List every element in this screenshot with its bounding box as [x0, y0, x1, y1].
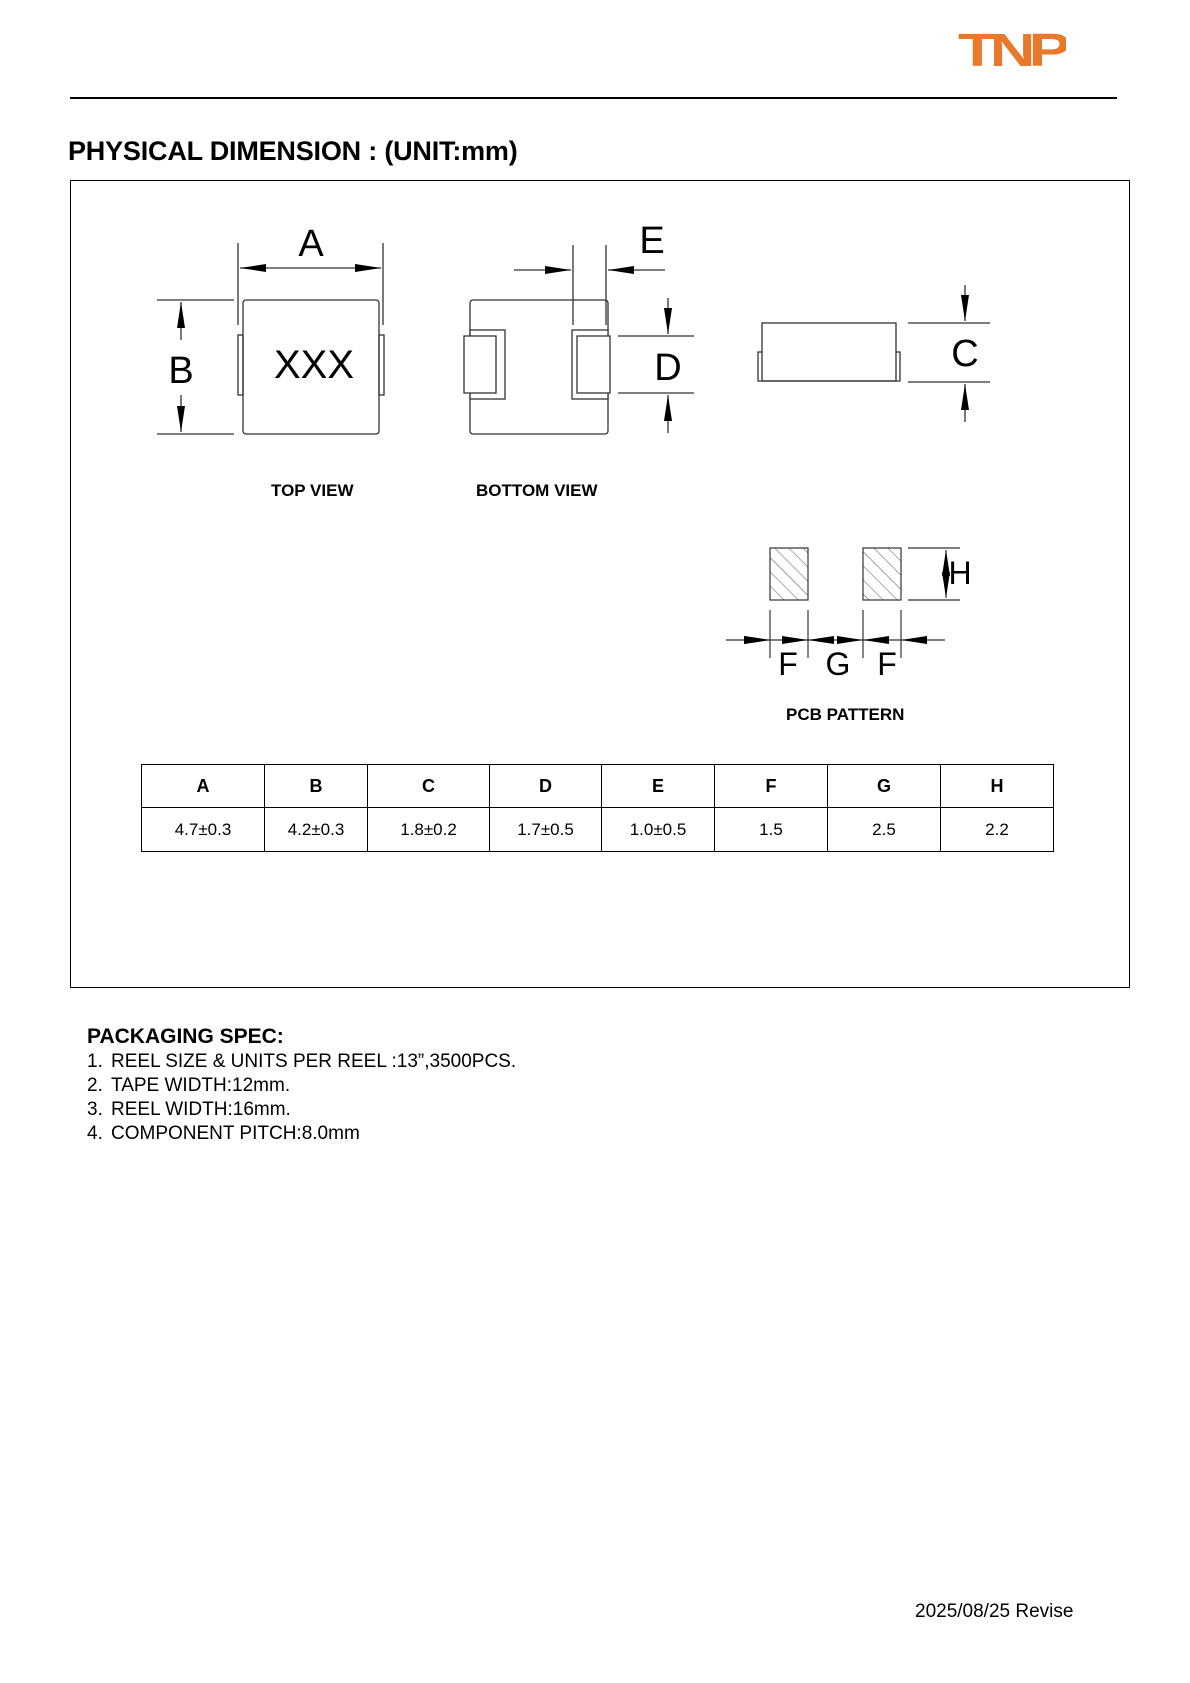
packaging-list — [87, 1050, 516, 1146]
revision-date: 2025/08/25 Revise — [915, 1601, 1074, 1622]
dim-label-f1: F — [778, 646, 798, 682]
dim-label-c: C — [951, 333, 979, 375]
part-marking: XXX — [273, 343, 355, 387]
table-cell: 4.7±0.3 — [142, 808, 265, 852]
top-view-caption: TOP VIEW — [271, 481, 354, 500]
table-cell: 2.2 — [941, 808, 1054, 852]
dim-label-g: G — [825, 646, 851, 682]
dim-label-h: H — [948, 555, 972, 591]
top-view — [157, 243, 384, 434]
pcb-pattern-caption: PCB PATTERN — [786, 705, 905, 724]
dim-label-a: A — [298, 223, 324, 265]
table-header-cell: D — [490, 765, 602, 808]
dim-label-b: B — [168, 350, 194, 392]
dim-label-d: D — [654, 347, 682, 389]
table-cell: 2.5 — [828, 808, 941, 852]
table-header-cell: F — [715, 765, 828, 808]
dim-label-f2: F — [877, 646, 897, 682]
dimension-drawing — [0, 0, 1190, 760]
table-header-cell: E — [602, 765, 715, 808]
table-header-cell: H — [941, 765, 1054, 808]
table-cell: 1.0±0.5 — [602, 808, 715, 852]
dimension-table — [141, 764, 1054, 852]
table-header-cell: C — [368, 765, 490, 808]
list-item: 1. REEL SIZE & UNITS PER REEL :13”,3500PCS. — [87, 1051, 517, 1072]
table-row — [142, 808, 1054, 852]
pcb-pattern — [726, 548, 960, 658]
table-header-row — [142, 765, 1054, 808]
table-cell: 1.8±0.2 — [368, 808, 490, 852]
bottom-view — [464, 245, 694, 434]
list-item: 3. REEL WIDTH:16mm. — [87, 1099, 291, 1120]
packaging-title: PACKAGING SPEC: — [87, 1025, 284, 1048]
list-item: 2. TAPE WIDTH:12mm. — [87, 1075, 291, 1096]
table-header-cell: B — [265, 765, 368, 808]
list-item: 4. COMPONENT PITCH:8.0mm — [87, 1123, 360, 1144]
page-title: PHYSICAL DIMENSION : (UNIT:mm) — [68, 136, 518, 166]
table-header-cell: A — [142, 765, 265, 808]
svg-text:TNP: TNP — [958, 26, 1066, 72]
dim-label-e: E — [639, 220, 665, 262]
table-cell: 4.2±0.3 — [265, 808, 368, 852]
bottom-view-caption: BOTTOM VIEW — [476, 481, 598, 500]
table-cell: 1.7±0.5 — [490, 808, 602, 852]
table-cell: 1.5 — [715, 808, 828, 852]
table-header-cell: G — [828, 765, 941, 808]
